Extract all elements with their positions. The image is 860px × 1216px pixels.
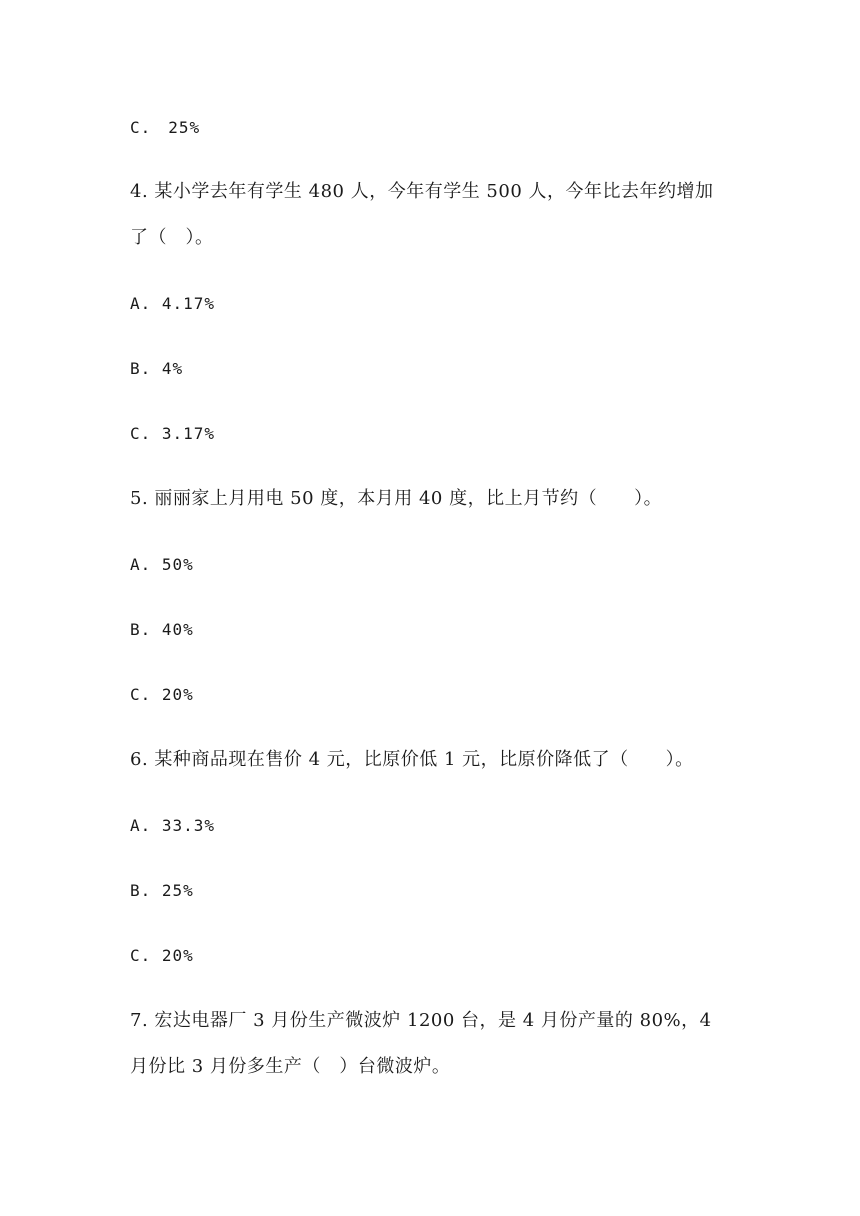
q4-option-a: A. 4.17% xyxy=(130,294,216,313)
q4-question-line-2: 了（ ）。 xyxy=(130,227,214,248)
q6-question-line-1: 6. 某种商品现在售价 4 元，比原价低 1 元，比原价降低了（ ）。 xyxy=(130,749,694,770)
q7-question-line-1: 7. 宏达电器厂 3 月份生产微波炉 1200 台，是 4 月份产量的 80%，4 xyxy=(130,1010,712,1031)
q5-option-c: C. 20% xyxy=(130,685,194,704)
q3-option-c: C. 25% xyxy=(130,118,201,137)
q7-question-line-2: 月份比 3 月份多生产（ ）台微波炉。 xyxy=(130,1056,451,1077)
q6-option-c: C. 20% xyxy=(130,946,194,965)
q5-question-line-1: 5. 丽丽家上月用电 50 度，本月用 40 度，比上月节约（ ）。 xyxy=(130,488,663,509)
q6-option-a: A. 33.3% xyxy=(130,816,216,835)
q4-question-line-1: 4. 某小学去年有学生 480 人，今年有学生 500 人，今年比去年约增加 xyxy=(130,181,714,202)
q4-option-c: C. 3.17% xyxy=(130,424,216,443)
q4-option-b: B. 4% xyxy=(130,359,184,378)
q6-option-b: B. 25% xyxy=(130,881,194,900)
q5-option-a: A. 50% xyxy=(130,555,194,574)
q5-option-b: B. 40% xyxy=(130,620,194,639)
